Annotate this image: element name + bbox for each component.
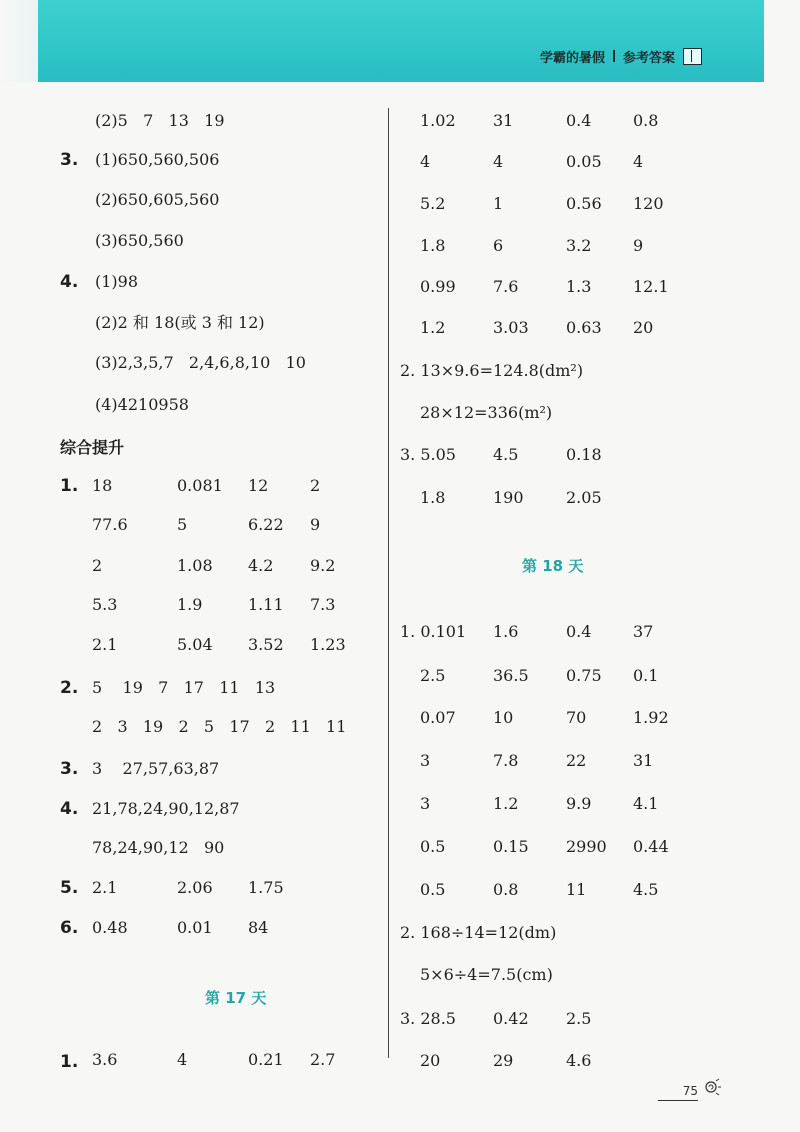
answer-cell: 0.4 <box>566 111 592 130</box>
question-number: 6. <box>60 918 79 938</box>
answer-cell: 3.6 <box>92 1050 118 1069</box>
answer-cell: 0.75 <box>566 666 602 685</box>
answer-cell: 9.9 <box>566 794 592 813</box>
answer-cell: 3. 28.5 <box>400 1009 456 1028</box>
answer-cell: 0.56 <box>566 194 602 213</box>
answer-cell: 5 <box>177 515 188 534</box>
answer-cell: 3. 5.05 <box>400 445 456 464</box>
answer-cell: 12 <box>248 476 269 495</box>
answer-cell: 0.8 <box>493 880 519 899</box>
question-number: 1. <box>60 1052 79 1072</box>
answer-line: 84 <box>248 918 269 937</box>
question-number: 2. <box>60 678 79 698</box>
answer-cell: 4 <box>633 152 644 171</box>
answer-cell: 1.2 <box>493 794 519 813</box>
answer-cell: 1.11 <box>248 595 284 614</box>
answer-cell: 4.5 <box>493 445 519 464</box>
answer-line: (2)650,605,560 <box>95 190 220 209</box>
answer-cell: 1.2 <box>420 318 446 337</box>
answer-cell: 31 <box>633 751 654 770</box>
answer-cell: 29 <box>493 1051 514 1070</box>
answer-cell: 4.1 <box>633 794 659 813</box>
answer-line: 21,78,24,90,12,87 <box>92 799 240 818</box>
equation: 5×6÷4=7.5(cm) <box>420 965 553 984</box>
answer-line: (3)2,3,5,7 2,4,6,8,10 10 <box>95 353 306 372</box>
section-title: 参考答案 <box>623 50 676 66</box>
answer-cell: 0.44 <box>633 837 669 856</box>
answer-line: (2)2 和 18(或 3 和 12) <box>95 313 265 332</box>
answer-cell: 1.6 <box>493 622 519 641</box>
answer-cell: 2.05 <box>566 488 602 507</box>
answer-cell: 2990 <box>566 837 607 856</box>
answer-cell: 1.08 <box>177 556 213 575</box>
answer-cell: 0.5 <box>420 837 446 856</box>
page-number: 75 <box>658 1084 698 1101</box>
answer-cell: 5.04 <box>177 635 213 654</box>
answer-cell: 0.15 <box>493 837 529 856</box>
answer-cell: 10 <box>493 708 514 727</box>
answer-cell: 4 <box>493 152 504 171</box>
answer-cell: 4 <box>420 152 431 171</box>
answer-cell: 4.6 <box>566 1051 592 1070</box>
answer-cell: 0.42 <box>493 1009 529 1028</box>
answer-line: (1)650,560,506 <box>95 150 220 169</box>
day-18-heading: 第 18 天 <box>522 557 584 575</box>
answer-cell: 12.1 <box>633 277 669 296</box>
answer-line: 78,24,90,12 90 <box>92 838 225 857</box>
answer-cell: 1.23 <box>310 635 346 654</box>
answer-cell: 2.1 <box>92 635 118 654</box>
answer-cell: 37 <box>633 622 654 641</box>
answer-cell: 3 <box>420 794 431 813</box>
answer-cell: 2 <box>92 556 103 575</box>
answer-cell: 18 <box>92 476 113 495</box>
answer-cell: 3.2 <box>566 236 592 255</box>
question-number: 3. <box>60 759 79 779</box>
equation: 2. 13×9.6=124.8(dm²) <box>400 361 584 380</box>
answer-line: 0.48 <box>92 918 128 937</box>
answer-cell: 0.081 <box>177 476 223 495</box>
answer-cell: 0.18 <box>566 445 602 464</box>
question-number: 1. <box>60 476 79 496</box>
answer-line: 1.75 <box>248 878 284 897</box>
answer-cell: 70 <box>566 708 587 727</box>
question-number: 3. <box>60 150 79 170</box>
column-divider <box>388 108 389 1058</box>
answer-cell: 1.02 <box>420 111 456 130</box>
answer-cell: 4 <box>177 1050 188 1069</box>
section-heading: 综合提升 <box>60 438 125 457</box>
answer-cell: 0.05 <box>566 152 602 171</box>
answer-cell: 7.3 <box>310 595 336 614</box>
answer-line: (3)650,560 <box>95 231 184 250</box>
answer-cell: 7.6 <box>493 277 519 296</box>
answer-cell: 3.52 <box>248 635 284 654</box>
answer-cell: 1.3 <box>566 277 592 296</box>
answer-cell: 36.5 <box>493 666 529 685</box>
answer-line: (2)5 7 13 19 <box>95 111 225 130</box>
day-17-heading: 第 17 天 <box>205 989 267 1007</box>
answer-line: 3 27,57,63,87 <box>92 759 220 778</box>
brand-title: 学霸的暑假 <box>540 50 606 66</box>
sun-swirl-icon <box>700 1076 722 1098</box>
answer-cell: 1.8 <box>420 488 446 507</box>
answer-line: 2.1 <box>92 878 118 897</box>
answer-cell: 3.03 <box>493 318 529 337</box>
answer-cell: 22 <box>566 751 587 770</box>
answer-cell: 9.2 <box>310 556 336 575</box>
answer-line: (1)98 <box>95 272 139 291</box>
answer-line: 2.06 <box>177 878 213 897</box>
question-number: 4. <box>60 799 79 819</box>
answer-cell: 77.6 <box>92 515 128 534</box>
page-header <box>38 0 764 82</box>
answer-cell: 0.4 <box>566 622 592 641</box>
answer-line: 2 3 19 2 5 17 2 11 11 <box>92 717 347 736</box>
answer-cell: 0.21 <box>248 1050 284 1069</box>
answer-cell: 1.8 <box>420 236 446 255</box>
answer-cell: 4.2 <box>248 556 274 575</box>
answer-cell: 9 <box>310 515 321 534</box>
answer-cell: 0.5 <box>420 880 446 899</box>
book-icon <box>683 48 702 65</box>
answer-cell: 4.5 <box>633 880 659 899</box>
answer-cell: 1. 0.101 <box>400 622 467 641</box>
answer-cell: 2 <box>310 476 321 495</box>
answer-line: (4)4210958 <box>95 395 189 414</box>
answer-cell: 190 <box>493 488 524 507</box>
equation: 2. 168÷14=12(dm) <box>400 923 557 942</box>
equation: 28×12=336(m²) <box>420 403 553 422</box>
answer-line: 0.01 <box>177 918 213 937</box>
answer-cell: 6.22 <box>248 515 284 534</box>
header-label <box>540 45 702 67</box>
answer-cell: 5.3 <box>92 595 118 614</box>
answer-cell: 0.07 <box>420 708 456 727</box>
answer-cell: 3 <box>420 751 431 770</box>
question-number: 5. <box>60 878 79 898</box>
answer-cell: 11 <box>566 880 587 899</box>
answer-cell: 120 <box>633 194 664 213</box>
answer-cell: 0.8 <box>633 111 659 130</box>
answer-cell: 9 <box>633 236 644 255</box>
answer-cell: 6 <box>493 236 504 255</box>
answer-cell: 20 <box>420 1051 441 1070</box>
answer-line: 5 19 7 17 11 13 <box>92 678 276 697</box>
answer-cell: 0.99 <box>420 277 456 296</box>
answer-cell: 7.8 <box>493 751 519 770</box>
answer-cell: 1 <box>493 194 504 213</box>
answer-cell: 20 <box>633 318 654 337</box>
answer-cell: 1.92 <box>633 708 669 727</box>
question-number: 4. <box>60 272 79 292</box>
answer-cell: 0.1 <box>633 666 659 685</box>
answer-cell: 1.9 <box>177 595 203 614</box>
answer-cell: 0.63 <box>566 318 602 337</box>
answer-cell: 5.2 <box>420 194 446 213</box>
answer-cell: 31 <box>493 111 514 130</box>
answer-cell: 2.5 <box>566 1009 592 1028</box>
answer-cell: 2.7 <box>310 1050 336 1069</box>
header-separator <box>613 50 615 62</box>
answer-cell: 2.5 <box>420 666 446 685</box>
